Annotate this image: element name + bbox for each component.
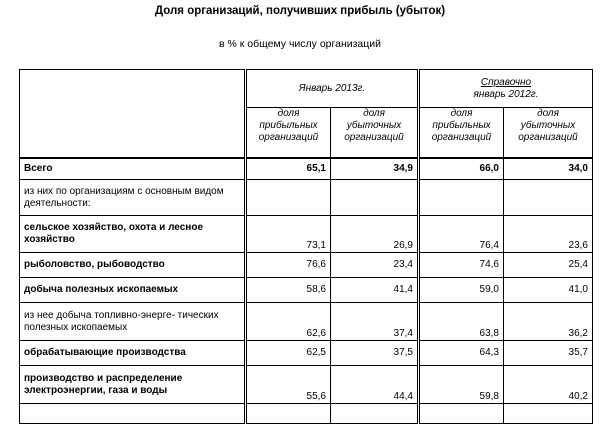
col-loss-ref-word1: доля bbox=[537, 108, 559, 119]
row-value-profit-current: 55,6 bbox=[246, 366, 331, 404]
table-row-subheading bbox=[20, 180, 593, 216]
col-loss-word3: организаций bbox=[344, 132, 404, 143]
row-label: из нее добыча топливно-энерге- тических полезных ископаемых bbox=[20, 303, 246, 341]
report-subtitle: в % к общему числу организаций bbox=[218, 38, 382, 50]
col-profit-ref-word3: организаций bbox=[431, 132, 492, 143]
col-loss-ref-word3: организаций bbox=[518, 132, 578, 143]
row-cell-empty bbox=[419, 404, 504, 424]
row-label: из них по организациям с основным видом деятельности: bbox=[20, 180, 246, 216]
row-cell-empty bbox=[504, 404, 593, 424]
col-loss-word2: убыточных bbox=[346, 120, 402, 131]
header-period-current bbox=[246, 70, 419, 108]
row-value-loss-reference: 36,2 bbox=[504, 303, 593, 341]
row-value-loss-current: 37,4 bbox=[331, 303, 419, 341]
table-row-manufacturing bbox=[20, 341, 593, 366]
row-value-loss-current: 26,9 bbox=[331, 216, 419, 253]
row-value-loss-reference: 41,0 bbox=[504, 278, 593, 303]
row-value-loss-current: 23,4 bbox=[331, 253, 419, 278]
col-loss-current bbox=[331, 108, 419, 158]
table-row-total bbox=[20, 158, 593, 180]
row-value-profit-current: 58,6 bbox=[246, 278, 331, 303]
table-row-partial bbox=[20, 404, 593, 424]
table-row-utilities bbox=[20, 366, 593, 404]
row-value-loss-current: 37,5 bbox=[331, 341, 419, 366]
row-value-profit-reference: 59,0 bbox=[419, 278, 504, 303]
row-value-profit-current: 65,1 bbox=[246, 158, 331, 180]
table-row-fuel-mining bbox=[20, 303, 593, 341]
row-value-profit-reference: 76,4 bbox=[419, 216, 504, 253]
table-row-mining bbox=[20, 278, 593, 303]
row-value-loss-reference bbox=[504, 180, 593, 216]
col-profit-current bbox=[246, 108, 331, 158]
col-profit-ref-word1: доля bbox=[450, 108, 473, 119]
row-value-profit-reference: 66,0 bbox=[419, 158, 504, 180]
row-value-profit-reference: 59,8 bbox=[419, 366, 504, 404]
col-profit-reference bbox=[419, 108, 504, 158]
row-value-profit-current: 73,1 bbox=[246, 216, 331, 253]
col-loss-word1: доля bbox=[363, 108, 385, 119]
row-value-loss-current: 41,4 bbox=[331, 278, 419, 303]
row-value-profit-current: 62,5 bbox=[246, 341, 331, 366]
row-label: Всего bbox=[20, 158, 246, 180]
row-value-loss-reference: 40,2 bbox=[504, 366, 593, 404]
col-profit-ref-word2: прибыльных bbox=[432, 120, 491, 131]
row-value-loss-reference: 35,7 bbox=[504, 341, 593, 366]
table-row-agriculture bbox=[20, 216, 593, 253]
row-value-profit-reference bbox=[419, 180, 504, 216]
row-label: рыболовство, рыбоводство bbox=[20, 253, 246, 278]
row-value-loss-reference: 34,0 bbox=[504, 158, 593, 180]
table-row-fishing bbox=[20, 253, 593, 278]
row-value-profit-current: 76,6 bbox=[246, 253, 331, 278]
col-loss-ref-word2: убыточных bbox=[520, 120, 576, 131]
col-profit-word2: прибыльных bbox=[259, 120, 318, 131]
row-label: обрабатывающие производства bbox=[20, 341, 246, 366]
period-current-label: Январь 2013г. bbox=[298, 82, 366, 94]
col-loss-reference bbox=[504, 108, 593, 158]
row-value-profit-reference: 74,6 bbox=[419, 253, 504, 278]
row-label: сельское хозяйство, охота и лесное хозяйство bbox=[20, 216, 246, 253]
row-value-loss-reference: 25,4 bbox=[504, 253, 593, 278]
row-label-empty bbox=[20, 404, 246, 424]
row-value-profit-reference: 64,3 bbox=[419, 341, 504, 366]
row-value-profit-current: 62,6 bbox=[246, 303, 331, 341]
row-value-loss-reference: 23,6 bbox=[504, 216, 593, 253]
period-ref-line2: январь 2012г. bbox=[473, 88, 539, 100]
row-value-loss-current: 44,4 bbox=[331, 366, 419, 404]
col-profit-word1: доля bbox=[277, 108, 300, 119]
report-title: Доля организаций, получивших прибыль (убыток) bbox=[154, 5, 446, 17]
row-value-profit-current bbox=[246, 180, 331, 216]
row-value-loss-current: 34,9 bbox=[331, 158, 419, 180]
period-ref-line1: Справочно bbox=[480, 76, 532, 88]
header-blank-cell bbox=[20, 70, 246, 158]
col-profit-word3: организаций bbox=[258, 132, 319, 143]
row-value-profit-reference: 63,8 bbox=[419, 303, 504, 341]
row-label: добыча полезных ископаемых bbox=[20, 278, 246, 303]
profit-loss-table bbox=[19, 69, 593, 424]
row-value-loss-current bbox=[331, 180, 419, 216]
row-label: производство и распределение электроэнергии, газа и воды bbox=[20, 366, 246, 404]
header-periods-row bbox=[20, 70, 593, 108]
row-cell-empty bbox=[246, 404, 331, 424]
row-cell-empty bbox=[331, 404, 419, 424]
header-period-reference bbox=[419, 70, 593, 108]
